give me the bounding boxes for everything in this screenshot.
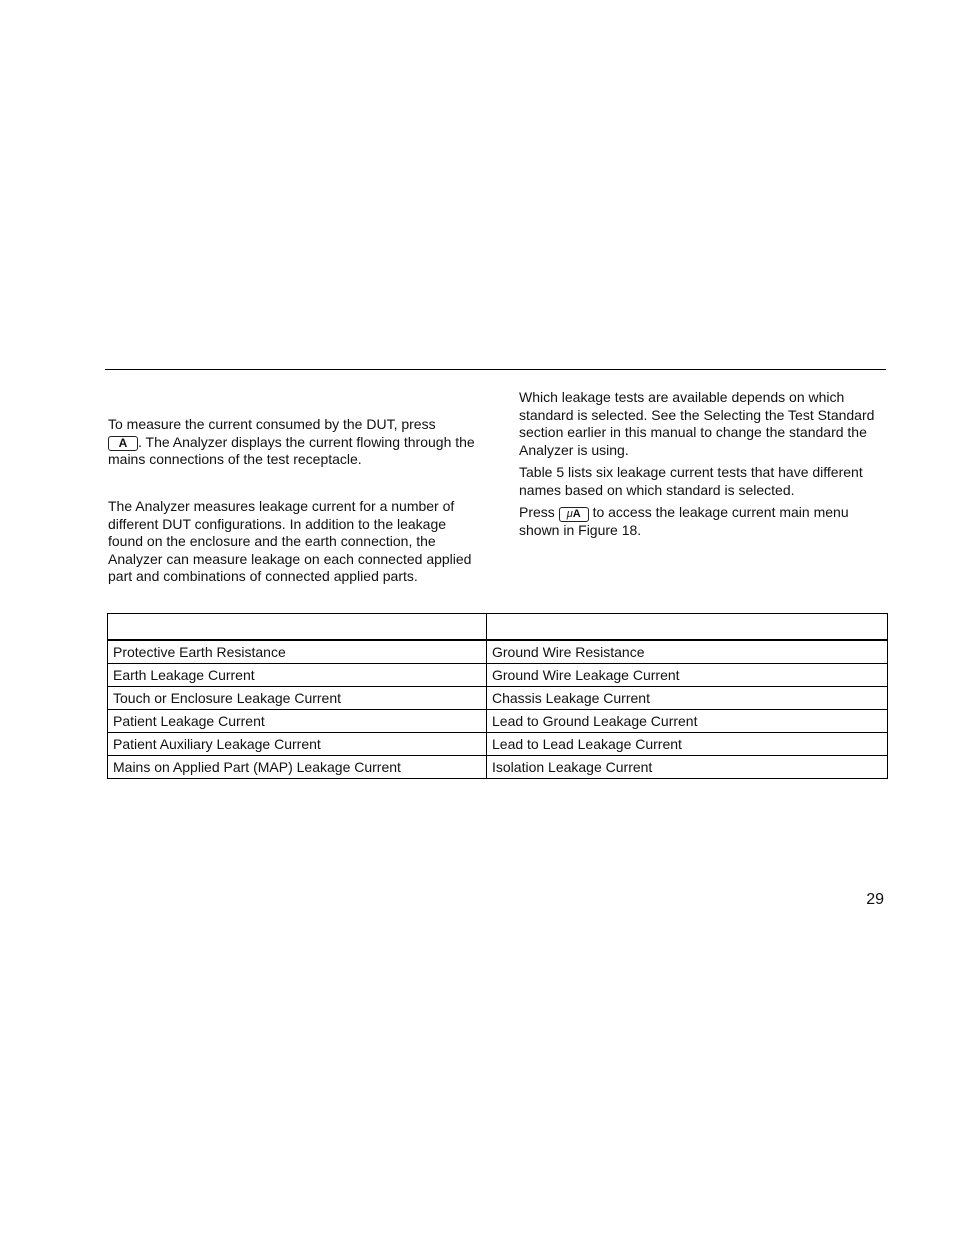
section-divider	[105, 369, 886, 370]
paragraph-text: . The Analyzer displays the current flowing through the mains connections of the test receptacle.	[108, 433, 475, 467]
paragraph-available-tests: Which leakage tests are available depends on which standard is selected. See the Selecting the Test Standard section earlier in this manual to change the standard the Analyzer is using.	[519, 389, 875, 458]
table-row	[108, 640, 888, 664]
microamp-key: μA	[559, 507, 589, 522]
table-row	[108, 664, 888, 687]
table-cell: Lead to Lead Leakage Current	[487, 733, 888, 756]
table-cell: Patient Leakage Current	[108, 710, 487, 733]
paragraph-text: Press	[519, 504, 559, 520]
table-cell: Touch or Enclosure Leakage Current	[108, 687, 487, 710]
table-cell: Protective Earth Resistance	[108, 640, 487, 664]
table-row	[108, 756, 888, 779]
current-key: A	[108, 436, 138, 451]
table-cell: Ground Wire Resistance	[487, 640, 888, 664]
table-header-row	[108, 614, 888, 641]
table-cell: Isolation Leakage Current	[487, 756, 888, 779]
paragraph-text: to access the leakage current main menu shown in Figure 18.	[519, 504, 849, 538]
paragraph-text: To measure the current consumed by the DUT, press	[108, 416, 436, 432]
paragraph-current-consumption	[108, 416, 478, 469]
table-cell: Ground Wire Leakage Current	[487, 664, 888, 687]
table-cell: Mains on Applied Part (MAP) Leakage Current	[108, 756, 487, 779]
table-cell: Chassis Leakage Current	[487, 687, 888, 710]
table-cell: Patient Auxiliary Leakage Current	[108, 733, 487, 756]
table-header-cell	[487, 614, 888, 641]
table-row	[108, 687, 888, 710]
leakage-test-names-table	[107, 613, 888, 779]
table-cell: Lead to Ground Leakage Current	[487, 710, 888, 733]
paragraph-press-leakage-key	[519, 504, 883, 540]
paragraph-leakage-intro: The Analyzer measures leakage current for a number of different DUT configurations. In addition to the leakage found on the enclosure and the earth connection, the Analyzer can measure leakage on each connected applied part and combinations of connected applied parts.	[108, 498, 472, 584]
table-row	[108, 733, 888, 756]
page-number: 29	[866, 891, 884, 908]
table-row	[108, 710, 888, 733]
table-cell: Earth Leakage Current	[108, 664, 487, 687]
paragraph-table-reference: Table 5 lists six leakage current tests that have different names based on which standard is selected.	[519, 464, 863, 498]
table-header-cell	[108, 614, 487, 641]
